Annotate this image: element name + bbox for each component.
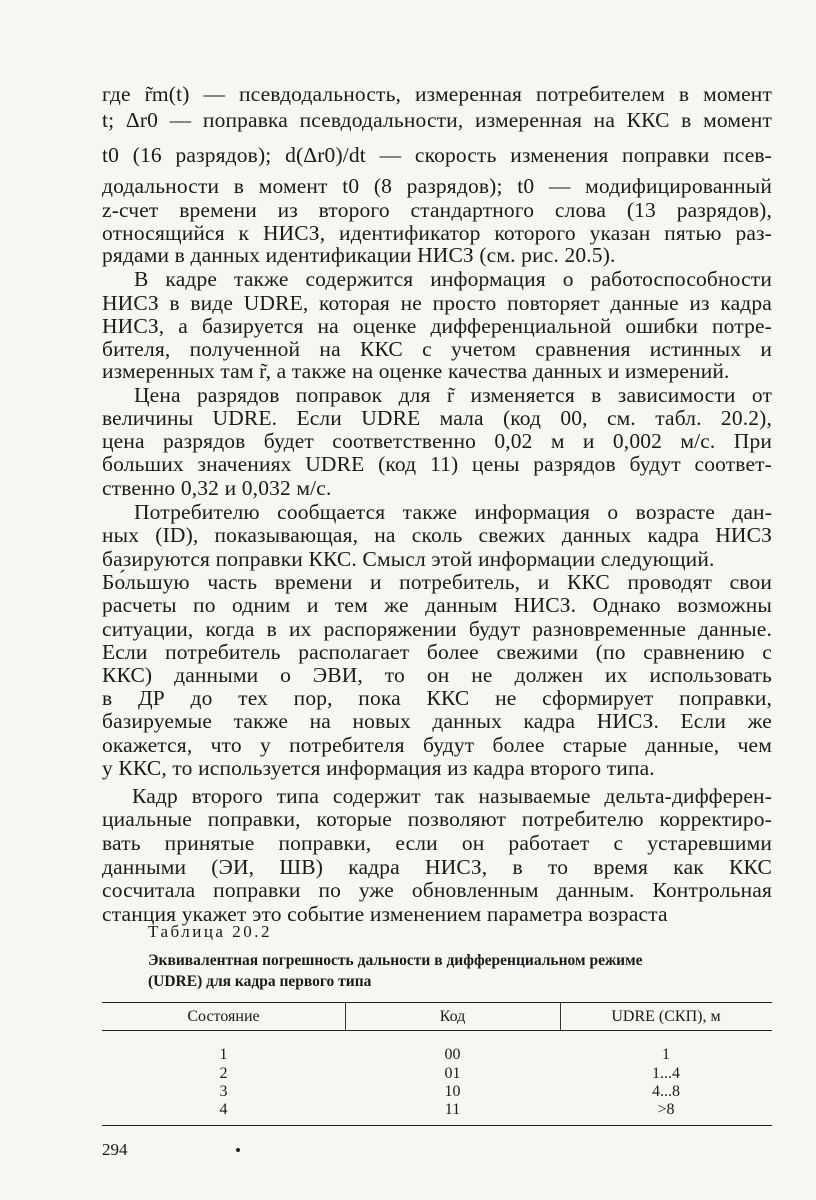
text-line: величины UDRE. Если UDRE мала (код 00, см. табл. 20.2), xyxy=(102,406,772,430)
table-header-rule xyxy=(102,1030,772,1031)
table-bottom-rule xyxy=(102,1125,772,1126)
text-line: сосчитала поправки по уже обновленным данным. Контрольная xyxy=(102,878,772,902)
table-cell-udre: >8 xyxy=(657,1101,675,1118)
text-line: ККС) данными о ЭВИ, то он не должен их использовать xyxy=(102,663,772,687)
table-cell-state: 2 xyxy=(219,1065,228,1082)
text-line: станция укажет это событие изменением параметра возраста xyxy=(102,902,668,926)
table-title-line-2: (UDRE) для кадра первого типа xyxy=(148,973,372,990)
text-line: ситуации, когда в их распоряжении будут разновременные данные. xyxy=(102,617,772,641)
table-cell-code: 01 xyxy=(444,1065,461,1082)
table-cell-state: 3 xyxy=(219,1083,228,1100)
text-line: ных (ID), показывающая, на сколь свежих данных кадра НИСЗ xyxy=(102,523,772,547)
table-header-state: Состояние xyxy=(187,1008,260,1025)
text-line: окажется, что у потребителя будут более старые данные, чем xyxy=(102,733,772,757)
text-line: Бо́льшую часть времени и потребитель, и ККС проводят свои xyxy=(102,570,772,594)
text-line: где r̃m(t) — псевдодальность, измеренная потребителем в момент xyxy=(102,82,772,106)
text-line: данными (ЭИ, ШВ) кадра НИСЗ, в то время как ККС xyxy=(102,855,772,879)
text-line: цена разрядов будет соответственно 0,02 м и 0,002 м/с. При xyxy=(102,429,772,453)
table-cell-code: 10 xyxy=(444,1083,461,1100)
page-number: 294 xyxy=(102,1140,128,1159)
print-dot xyxy=(236,1148,240,1152)
table-caption: Таблица 20.2 xyxy=(148,922,272,941)
text-line: в ДР до тех пор, пока ККС не сформирует поправки, xyxy=(102,686,772,710)
table-title-line-1: Эквивалентная погрешность дальности в дифференциальном режиме xyxy=(148,952,643,969)
text-line: больших значениях UDRE (код 11) цены разрядов будут соответ- xyxy=(102,452,772,476)
text-line: t0 (16 разрядов); d(Δr0)/dt — скорость изменения поправки псев- xyxy=(102,143,772,167)
text-line: Потребителю сообщается также информация о возрасте дан- xyxy=(134,500,772,524)
text-line: НИСЗ в виде UDRE, которая не просто повторяет данные из кадра xyxy=(102,291,772,315)
table-cell-code: 11 xyxy=(444,1101,461,1118)
text-line: базируемые также на новых данных кадра НИСЗ. Если же xyxy=(102,709,772,733)
table-top-rule xyxy=(102,1002,772,1003)
text-line: измеренных там r̃, а также на оценке качества данных и измерений. xyxy=(102,359,730,383)
table-cell-code: 00 xyxy=(444,1046,461,1063)
text-line: базируются поправки ККС. Смысл этой информации следующий. xyxy=(102,547,715,571)
table-header-udre: UDRE (СКП), м xyxy=(611,1008,721,1025)
text-line: рядами в данных идентификации НИСЗ (см. рис. 20.5). xyxy=(102,243,616,267)
text-line: t; Δr0 — поправка псевдодальности, измеренная на ККС в момент xyxy=(102,108,772,132)
table-cell-udre: 1...4 xyxy=(652,1065,680,1082)
text-line: бителя, полученной на ККС с учетом сравнения истинных и xyxy=(102,337,772,361)
text-line: НИСЗ, а базируется на оценке дифференциальной ошибки потре- xyxy=(102,314,772,338)
text-line: ственно 0,32 и 0,032 м/с. xyxy=(102,476,332,500)
text-line: относящийся к НИСЗ, идентификатор которого указан пятью раз- xyxy=(102,221,772,245)
text-line: вать принятые поправки, если он работает с устаревшими xyxy=(102,831,772,855)
text-line: Цена разрядов поправок для r̃ изменяется в зависимости от xyxy=(134,383,772,407)
text-line: у ККС, то используется информация из кадра второго типа. xyxy=(102,756,655,780)
text-line: циальные поправки, которые позволяют потребителю корректиро- xyxy=(102,807,772,831)
text-line: z-счет времени из второго стандартного слова (13 разрядов), xyxy=(102,198,772,222)
table-cell-state: 1 xyxy=(219,1046,228,1063)
table-cell-udre: 4...8 xyxy=(652,1083,680,1100)
table-cell-udre: 1 xyxy=(662,1046,670,1063)
text-line: Если потребитель располагает более свежими (по сравнению с xyxy=(102,640,772,664)
table-header-code: Код xyxy=(439,1008,466,1025)
table-cell-state: 4 xyxy=(219,1101,228,1118)
text-line: расчеты по одним и тем же данным НИСЗ. Однако возможны xyxy=(102,593,772,617)
text-line: В кадре также содержится информация о работоспособности xyxy=(134,267,772,291)
text-line: Кадр второго типа содержит так называемые дельта-дифферен- xyxy=(132,784,772,808)
text-line: додальности в момент t0 (8 разрядов); t0 — модифицированный xyxy=(102,174,772,198)
